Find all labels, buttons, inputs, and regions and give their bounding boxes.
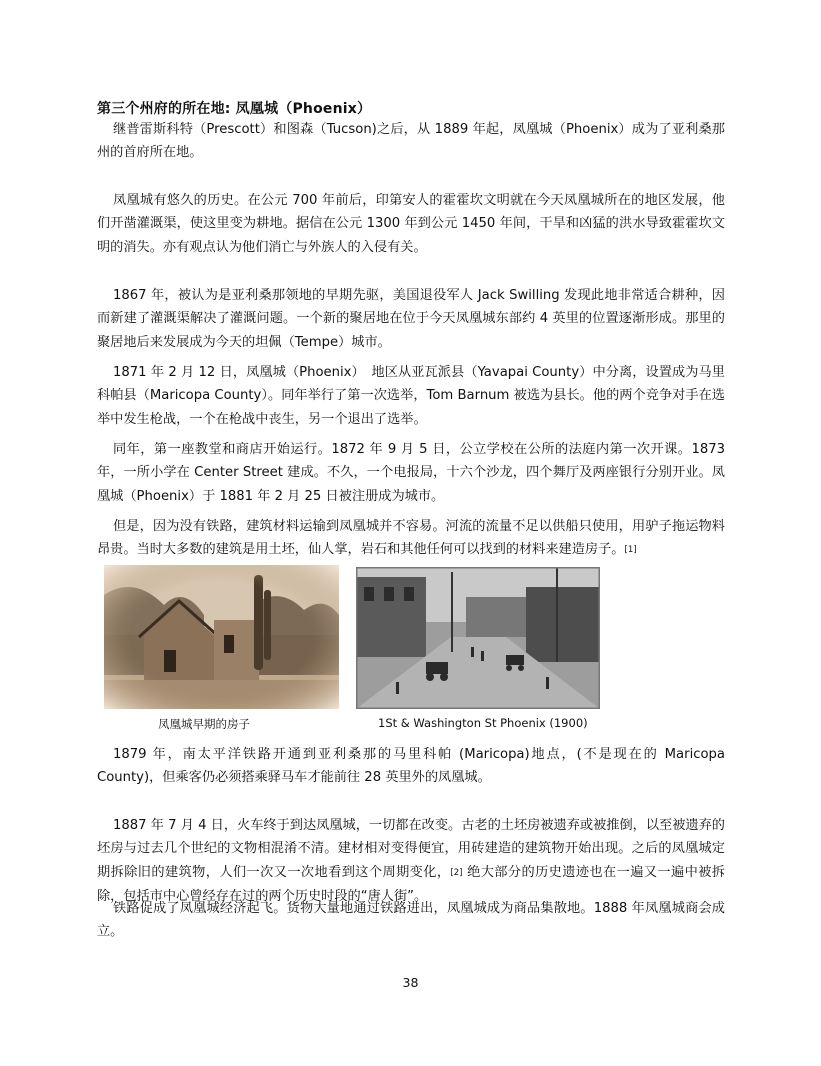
paragraph-3: 1867 年，被认为是亚利桑那领地的早期先驱，美国退役军人 Jack Swilling 发现此地非常适合耕种，因而新建了灌溉渠解决了灌溉问题。一个新的聚居地在位于今天凤凰城东部约 4 英里的位置逐渐形成。那里的聚居地后来发展成为今天的坦佩（Tempe）城市。 xyxy=(97,288,725,350)
page-number: 38 xyxy=(402,975,419,990)
paragraph-9: 铁路促成了凤凰城经济起飞。货物大量地通过铁路进出，凤凰城成为商品集散地。1888 年凤凰城商会成立。 xyxy=(97,901,725,940)
paragraph-4: 1871 年 2 月 12 日，凤凰城（Phoenix） 地区从亚瓦派县（Yavapai County）中分离，设置成为马里科帕县（Maricopa County）。同年举行了第一次选举，Tom Barnum 被选为县长。他的两个竞争对手在选举中发生枪战，一个在枪战中丧生，另一个退出了选举。 xyxy=(97,365,725,427)
paragraph-5: 同年，第一座教堂和商店开始运行。1872 年 9 月 5 日，公立学校在公所的法庭内第一次开课。1873 年，一所小学在 Center Street 建成。不久，一个电报局，十六个沙龙，四个舞厅及两座银行分别开业。凤凰城（Phoenix）于 1881 年 2 月 25 日被注册成为城市。 xyxy=(97,442,725,504)
photo-caption-1: 凤凰城早期的房子 xyxy=(158,717,250,731)
early-house-image xyxy=(104,565,339,709)
paragraph-6-text: 但是，因为没有铁路，建筑材料运输到凤凰城并不容易。河流的流量不足以供船只使用，用驴子拖运物料昂贵。当时大多数的建筑是用土坯，仙人掌，岩石和其他任何可以找到的材料来建造房子。 xyxy=(97,519,725,558)
footnote-ref-2[interactable]: [2] xyxy=(450,867,463,878)
photo-caption-2: 1St & Washington St Phoenix (1900) xyxy=(378,716,588,730)
section-title: 第三个州府的所在地: 凤凰城（Phoenix） xyxy=(97,101,372,117)
street-scene-photo xyxy=(356,567,600,709)
footnote-ref-1[interactable]: [1] xyxy=(624,545,637,556)
early-house-photo xyxy=(104,565,339,709)
paragraph-7: 1879 年，南太平洋铁路开通到亚利桑那的马里科帕 (Maricopa)地点，(不是现在的 Maricopa County)，但乘客仍必须搭乘驿马车才能前往 28 英里外的凤凰城。 xyxy=(97,747,725,786)
paragraph-8-text-b: 绝大部分的历史遗迹也在一遍又一遍中被拆除，包括市中心曾经存在过的两个历史时段的“唐人街”。 xyxy=(97,864,725,904)
street-scene-image xyxy=(356,567,600,709)
paragraph-8-text-a: 1887 年 7 月 4 日，火车终于到达凤凰城，一切都在改变。古老的土坯房被遗弃或被推倒，以至被遗弃的坯房与过去几个世纪的文物相混淆不清。建材相对变得便宜，用砖建造的建筑物开始出现。之后的凤凰城定期拆除旧的建筑物，人们一次又一次地看到这个周期变化， xyxy=(97,818,725,880)
paragraph-1: 继普雷斯科特（Prescott）和图森（Tucson)之后，从 1889 年起，凤凰城（Phoenix）成为了亚利桑那州的首府所在地。 xyxy=(97,122,725,161)
paragraph-8 xyxy=(97,814,725,908)
paragraph-6 xyxy=(97,515,725,563)
paragraph-2: 凤凰城有悠久的历史。在公元 700 年前后，印第安人的霍霍坎文明就在今天凤凰城所在的地区发展，他们开凿灌溉渠，使这里变为耕地。据信在公元 1300 年到公元 1450 年间，干旱和凶猛的洪水导致霍霍坎文明的消失。亦有观点认为他们消亡与外族人的入侵有关。 xyxy=(97,193,725,255)
